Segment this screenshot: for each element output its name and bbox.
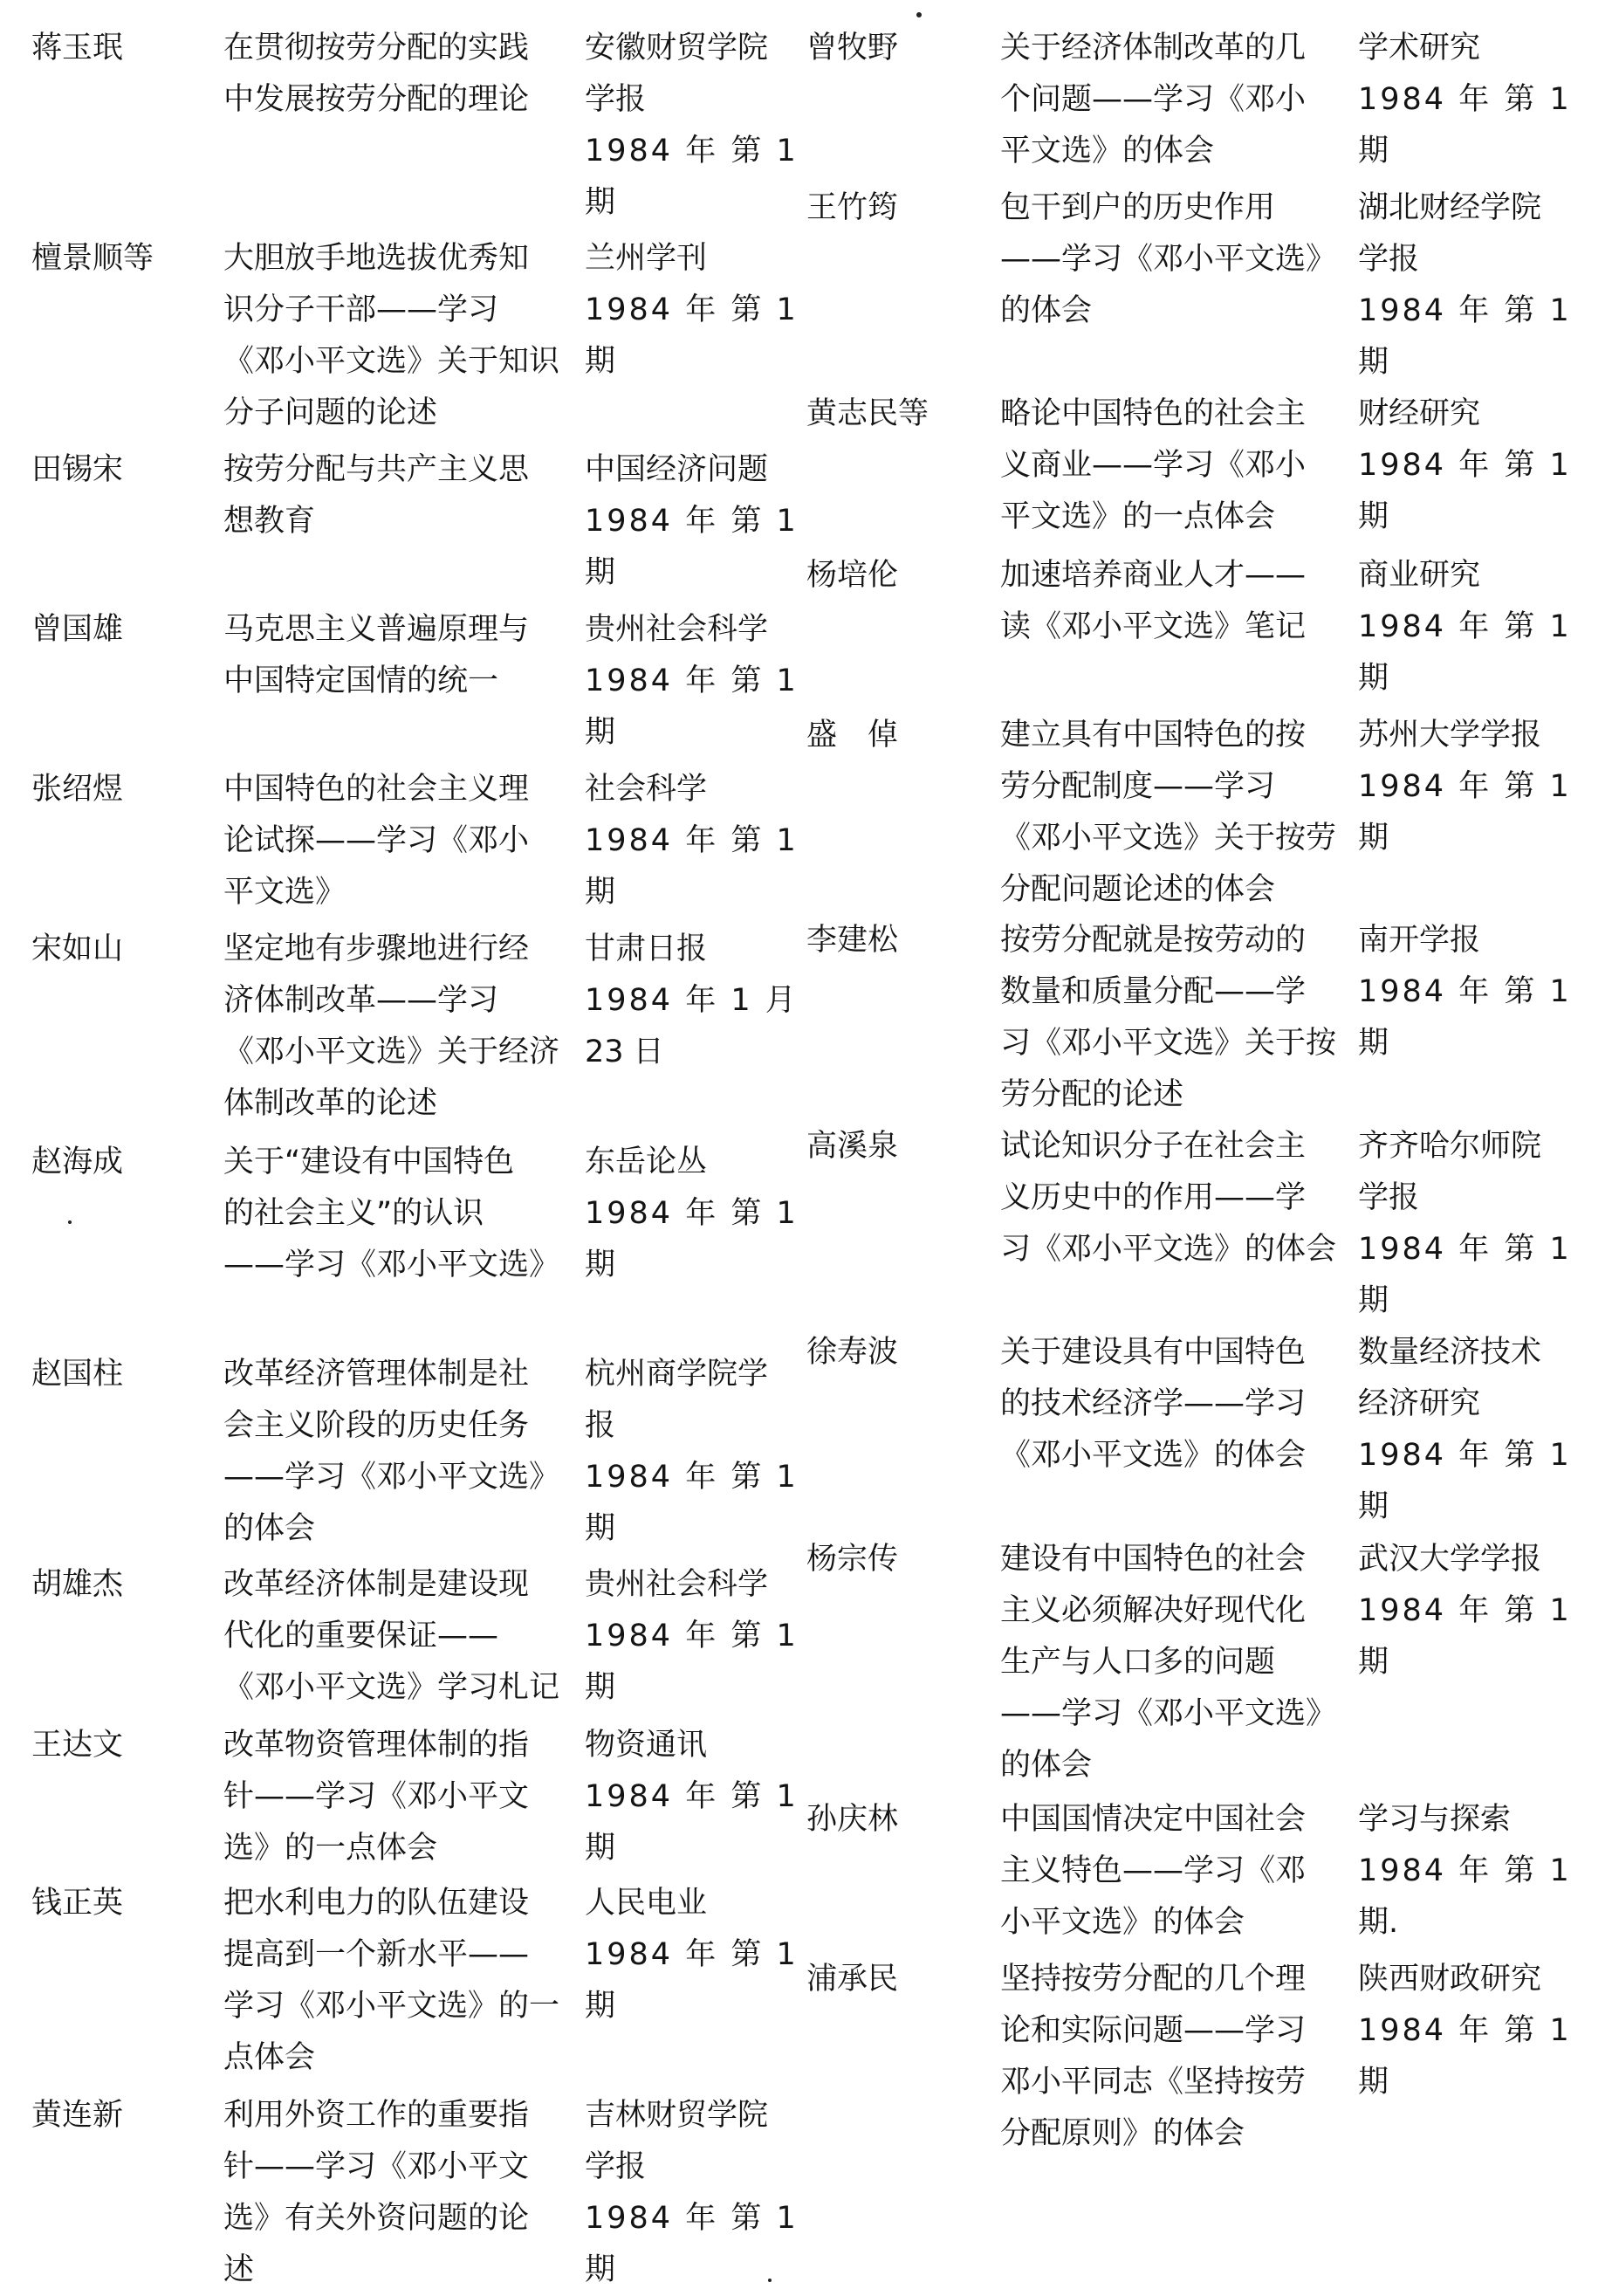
entry-source-line: 1984 年 第 1 bbox=[1358, 448, 1572, 483]
entry-source bbox=[585, 1878, 825, 2032]
entry-source bbox=[585, 924, 825, 1078]
entry-source-line: 期 bbox=[1358, 661, 1389, 696]
entry-title-line: 劳分配制度——学习 bbox=[1000, 769, 1276, 804]
entry-source-line: 1984 年 第 1 bbox=[1358, 2013, 1572, 2048]
entry-source-line: 期 bbox=[1358, 1026, 1389, 1061]
entry-title bbox=[223, 1559, 590, 1714]
entry-title-line: 习《邓小平文选》的体会 bbox=[1000, 1232, 1337, 1267]
entry-title-line: 劳分配的论述 bbox=[1000, 1077, 1184, 1112]
entry-source-line: 兰州学刊 bbox=[585, 241, 708, 276]
entry-title bbox=[223, 1137, 590, 1291]
entry-author: 黄志民等 bbox=[806, 396, 929, 431]
entry-title-line: 的技术经济学——学习 bbox=[1000, 1386, 1307, 1421]
entry-title-line: 把水利电力的队伍建设 bbox=[223, 1886, 530, 1921]
entry-title bbox=[223, 604, 590, 707]
entry-title-line: 坚定地有步骤地进行经 bbox=[223, 931, 530, 966]
entry-title bbox=[1000, 915, 1358, 1121]
entry-author: 杨宗传 bbox=[806, 1542, 899, 1577]
entry-title bbox=[1000, 182, 1358, 337]
entry-source-line: 期 bbox=[585, 1511, 616, 1546]
entry-source-line: 期 bbox=[585, 344, 616, 379]
entry-title bbox=[223, 1349, 590, 1555]
entry-title-line: 生产与人口多的问题 bbox=[1000, 1645, 1276, 1680]
entry-title-line: 体制改革的论述 bbox=[223, 1086, 438, 1121]
entry-title bbox=[1000, 23, 1358, 177]
entry-author: 檀景顺等 bbox=[31, 241, 154, 276]
entry-author: 曾牧野 bbox=[806, 31, 899, 65]
entry-title-line: 点体会 bbox=[223, 2040, 316, 2075]
entry-source-line: 贵州社会科学 bbox=[585, 1567, 769, 1602]
entry-author: 赵国柱 bbox=[31, 1357, 124, 1392]
entry-title-line: 识分子干部——学习 bbox=[223, 292, 499, 327]
entry-title-line: 按劳分配与共产主义思 bbox=[223, 452, 530, 487]
entry-source bbox=[1358, 182, 1572, 388]
entry-author: 王竹筠 bbox=[806, 190, 899, 225]
entry-title bbox=[1000, 1794, 1358, 1949]
entry-title-line: 《邓小平文选》关于按劳 bbox=[1000, 821, 1337, 856]
entry-source-line: 期 bbox=[585, 875, 616, 910]
entry-title-line: 义商业——学习《邓小 bbox=[1000, 448, 1307, 483]
entry-source-line: 期 bbox=[1358, 499, 1389, 534]
entry-title-line: 针——学习《邓小平文 bbox=[223, 1779, 530, 1814]
entry-source-line: 1984 年 第 1 bbox=[585, 1460, 799, 1495]
entry-source bbox=[1358, 388, 1572, 543]
entry-source-line: 中国经济问题 bbox=[585, 452, 769, 487]
entry-title-line: 论和实际问题——学习 bbox=[1000, 2013, 1307, 2048]
entry-source bbox=[585, 2090, 825, 2296]
entry-source-line: 1984 年 第 1 bbox=[585, 134, 799, 168]
entry-title-line: 选》的一点体会 bbox=[223, 1831, 438, 1866]
entry-title-line: 个问题——学习《邓小 bbox=[1000, 82, 1307, 117]
entry-source bbox=[585, 23, 825, 229]
entry-title-line: ——学习《邓小平文选》 bbox=[1000, 242, 1337, 277]
entry-title-line: 邓小平同志《坚持按劳 bbox=[1000, 2065, 1307, 2100]
entry-author: 曾国雄 bbox=[31, 612, 124, 647]
entry-source bbox=[1358, 1794, 1572, 1949]
entry-title-line: 关于经济体制改革的几 bbox=[1000, 31, 1307, 65]
entry-source-line: 期 bbox=[1358, 345, 1389, 380]
entry-title-line: 建设有中国特色的社会 bbox=[1000, 1542, 1307, 1577]
entry-title-line: 改革物资管理体制的指 bbox=[223, 1728, 530, 1763]
entry-author: 黄连新 bbox=[31, 2098, 124, 2133]
entry-title-line: 在贯彻按劳分配的实践 bbox=[223, 31, 530, 65]
entry-source-line: 齐齐哈尔师院 bbox=[1358, 1129, 1542, 1164]
entry-source-line: 1984 年 第 1 bbox=[585, 292, 799, 327]
entry-source-line: 1984 年 第 1 bbox=[1358, 82, 1572, 117]
print-speck bbox=[68, 1220, 72, 1224]
entry-source bbox=[1358, 915, 1572, 1069]
entry-title bbox=[1000, 550, 1358, 653]
entry-title-line: 选》有关外资问题的论 bbox=[223, 2201, 530, 2236]
entry-title-line: 关于建设具有中国特色 bbox=[1000, 1335, 1307, 1370]
entry-title bbox=[1000, 1534, 1358, 1791]
entry-title-line: 中发展按劳分配的理论 bbox=[223, 82, 530, 117]
entry-source-line: 23 日 bbox=[585, 1035, 664, 1069]
entry-source-line: 湖北财经学院 bbox=[1358, 190, 1542, 225]
entry-source-line: 期 bbox=[585, 2252, 616, 2287]
entry-author: 赵海成 bbox=[31, 1145, 124, 1179]
entry-author: 田锡宋 bbox=[31, 452, 124, 487]
entry-source-line: 数量经济技术 bbox=[1358, 1335, 1542, 1370]
entry-source-line: 东岳论丛 bbox=[585, 1145, 708, 1179]
entry-source-line: 甘肃日报 bbox=[585, 931, 708, 966]
entry-source-line: 贵州社会科学 bbox=[585, 612, 769, 647]
entry-title-line: 分子问题的论述 bbox=[223, 395, 438, 430]
entry-source-line: 期 bbox=[585, 1670, 616, 1705]
entry-author: 宋如山 bbox=[31, 931, 124, 966]
entry-source bbox=[1358, 1534, 1572, 1688]
entry-source-line: 期 bbox=[1358, 1489, 1389, 1524]
entry-author: 徐寿波 bbox=[806, 1335, 899, 1370]
entry-source-line: 学报 bbox=[585, 2149, 647, 2184]
entry-source-line: 1984 年 第 1 bbox=[585, 1937, 799, 1972]
entry-title-line: 想教育 bbox=[223, 504, 316, 539]
entry-source-line: 期 bbox=[1358, 134, 1389, 168]
entry-author: 张绍煜 bbox=[31, 772, 124, 807]
entry-title bbox=[223, 1878, 590, 2084]
entry-title bbox=[223, 2090, 590, 2296]
entry-title-line: 的体会 bbox=[223, 1511, 316, 1546]
entry-title-line: 关于“建设有中国特色 bbox=[223, 1145, 515, 1179]
entry-source bbox=[585, 444, 825, 599]
entry-source bbox=[585, 604, 825, 759]
entry-title-line: 的体会 bbox=[1000, 1748, 1093, 1783]
entry-title-line: 大胆放手地选拔优秀知 bbox=[223, 241, 530, 276]
entry-title-line: 加速培养商业人才—— bbox=[1000, 558, 1307, 593]
entry-title-line: 试论知识分子在社会主 bbox=[1000, 1129, 1307, 1164]
print-speck bbox=[916, 12, 922, 17]
entry-title-line: 略论中国特色的社会主 bbox=[1000, 396, 1307, 431]
entry-title-line: 济体制改革——学习 bbox=[223, 983, 499, 1018]
entry-title bbox=[223, 233, 590, 439]
entry-author: 孙庆林 bbox=[806, 1802, 899, 1837]
entry-author: 李建松 bbox=[806, 923, 899, 958]
entry-source bbox=[1358, 710, 1572, 864]
entry-source-line: 1984 年 第 1 bbox=[1358, 609, 1572, 644]
entry-title-line: 的社会主义”的认识 bbox=[223, 1196, 484, 1231]
entry-source bbox=[1358, 1327, 1572, 1533]
entry-source-line: 1984 年 第 1 bbox=[585, 1619, 799, 1653]
entry-source-line: 1984 年 第 1 bbox=[1358, 1593, 1572, 1628]
entry-title-line: 包干到户的历史作用 bbox=[1000, 190, 1276, 225]
entry-title-line: 分配原则》的体会 bbox=[1000, 2116, 1245, 2151]
entry-title bbox=[223, 1720, 590, 1874]
entry-author: 杨培伦 bbox=[806, 558, 899, 593]
entry-author: 胡雄杰 bbox=[31, 1567, 124, 1602]
entry-title-line: 《邓小平文选》的体会 bbox=[1000, 1438, 1307, 1473]
entry-source-line: 苏州大学学报 bbox=[1358, 718, 1542, 753]
entry-source-line: 1984 年 第 1 bbox=[1358, 1438, 1572, 1473]
entry-title-line: 平文选》的体会 bbox=[1000, 134, 1215, 168]
entry-author: 蒋玉珉 bbox=[31, 31, 124, 65]
entry-source bbox=[585, 1559, 825, 1714]
entry-title-line: 的体会 bbox=[1000, 293, 1093, 328]
entry-source-line: 南开学报 bbox=[1358, 923, 1481, 958]
entry-title-line: ——学习《邓小平文选》 bbox=[1000, 1696, 1337, 1731]
entry-title-line: 建立具有中国特色的按 bbox=[1000, 718, 1307, 753]
entry-source-line: 社会科学 bbox=[585, 772, 708, 807]
entry-source-line: 陕西财政研究 bbox=[1358, 1962, 1542, 1997]
entry-author: 浦承民 bbox=[806, 1962, 899, 1997]
entry-title-line: 《邓小平文选》学习札记 bbox=[223, 1670, 560, 1705]
entry-source-line: 财经研究 bbox=[1358, 396, 1481, 431]
entry-title-line: 改革经济管理体制是社 bbox=[223, 1357, 530, 1392]
entry-source bbox=[1358, 1954, 1572, 2108]
entry-source-line: 期 bbox=[585, 185, 616, 220]
entry-source-line: 吉林财贸学院 bbox=[585, 2098, 769, 2133]
entry-source-line: 安徽财贸学院 bbox=[585, 31, 769, 65]
entry-title-line: 改革经济体制是建设现 bbox=[223, 1567, 530, 1602]
entry-source-line: 学报 bbox=[1358, 1180, 1420, 1215]
entry-title-line: 马克思主义普遍原理与 bbox=[223, 612, 530, 647]
entry-title-line: 述 bbox=[223, 2252, 255, 2287]
entry-source-line: 期. bbox=[1358, 1905, 1399, 1940]
entry-title-line: ——学习《邓小平文选》 bbox=[223, 1460, 560, 1495]
entry-author: 王达文 bbox=[31, 1728, 124, 1763]
entry-title-line: 学习《邓小平文选》的一 bbox=[223, 1989, 560, 2024]
entry-title-line: 平文选》 bbox=[223, 875, 346, 910]
entry-title-line: 《邓小平文选》关于知识 bbox=[223, 344, 560, 379]
entry-source-line: 学术研究 bbox=[1358, 31, 1481, 65]
entry-title-line: 习《邓小平文选》关于按 bbox=[1000, 1026, 1337, 1061]
entry-source-line: 1984 年 第 1 bbox=[1358, 1853, 1572, 1888]
entry-title bbox=[1000, 710, 1358, 916]
entry-source bbox=[585, 1349, 825, 1555]
entry-source-line: 1984 年 第 1 bbox=[585, 1779, 799, 1814]
entry-source-line: 期 bbox=[585, 1831, 616, 1866]
entry-source bbox=[585, 1137, 825, 1291]
entry-source-line: 期 bbox=[585, 1989, 616, 2024]
entry-source-line: 杭州商学院学 bbox=[585, 1357, 769, 1392]
entry-source bbox=[1358, 23, 1572, 177]
entry-title-line: 中国特色的社会主义理 bbox=[223, 772, 530, 807]
entry-source-line: 期 bbox=[1358, 1283, 1389, 1318]
entry-source-line: 1984 年 第 1 bbox=[585, 504, 799, 539]
entry-source-line: 学报 bbox=[585, 82, 647, 117]
entry-title-line: 小平文选》的体会 bbox=[1000, 1905, 1245, 1940]
entry-source bbox=[585, 1720, 825, 1874]
entry-title bbox=[1000, 1954, 1358, 2160]
entry-title-line: 利用外资工作的重要指 bbox=[223, 2098, 530, 2133]
entry-source-line: 1984 年 第 1 bbox=[1358, 974, 1572, 1009]
entry-title bbox=[1000, 388, 1358, 543]
entry-source-line: 报 bbox=[585, 1408, 616, 1443]
entry-author: 钱正英 bbox=[31, 1886, 124, 1921]
entry-title-line: 会主义阶段的历史任务 bbox=[223, 1408, 530, 1443]
entry-source-line: 人民电业 bbox=[585, 1886, 708, 1921]
entry-author: 高溪泉 bbox=[806, 1129, 899, 1164]
entry-source-line: 1984 年 第 1 bbox=[585, 823, 799, 858]
entry-title bbox=[223, 924, 590, 1130]
entry-title bbox=[223, 764, 590, 918]
entry-source-line: 1984 年 第 1 bbox=[585, 663, 799, 698]
print-speck bbox=[768, 2279, 772, 2282]
entry-title-line: 义历史中的作用——学 bbox=[1000, 1180, 1307, 1215]
entry-title-line: 分配问题论述的体会 bbox=[1000, 872, 1276, 907]
entry-source-line: 学习与探索 bbox=[1358, 1802, 1512, 1837]
entry-source bbox=[585, 764, 825, 918]
entry-title bbox=[223, 444, 590, 547]
entry-author: 盛 倬 bbox=[806, 718, 899, 753]
entry-title bbox=[223, 23, 590, 126]
entry-source bbox=[1358, 1121, 1572, 1327]
entry-source-line: 经济研究 bbox=[1358, 1386, 1481, 1421]
entry-title-line: 代化的重要保证—— bbox=[223, 1619, 499, 1653]
entry-title-line: 提高到一个新水平—— bbox=[223, 1937, 530, 1972]
entry-source-line: 1984 年 1 月 bbox=[585, 983, 799, 1018]
entry-source-line: 期 bbox=[1358, 2065, 1389, 2100]
entry-title-line: 针——学习《邓小平文 bbox=[223, 2149, 530, 2184]
entry-source-line: 1984 年 第 1 bbox=[585, 2201, 799, 2236]
entry-source-line: 期 bbox=[585, 555, 616, 590]
entry-source-line: 武汉大学学报 bbox=[1358, 1542, 1542, 1577]
entry-title bbox=[1000, 1121, 1358, 1275]
entry-title-line: 平文选》的一点体会 bbox=[1000, 499, 1276, 534]
entry-source-line: 1984 年 第 1 bbox=[1358, 769, 1572, 804]
entry-source-line: 物资通讯 bbox=[585, 1728, 708, 1763]
entry-title-line: 数量和质量分配——学 bbox=[1000, 974, 1307, 1009]
entry-title-line: 论试探——学习《邓小 bbox=[223, 823, 530, 858]
entry-source-line: 期 bbox=[1358, 1645, 1389, 1680]
entry-title-line: 按劳分配就是按劳动的 bbox=[1000, 923, 1307, 958]
entry-title-line: 坚持按劳分配的几个理 bbox=[1000, 1962, 1307, 1997]
entry-title-line: 读《邓小平文选》笔记 bbox=[1000, 609, 1307, 644]
entry-source bbox=[585, 233, 825, 388]
entry-title-line: 中国特定国情的统一 bbox=[223, 663, 499, 698]
entry-source-line: 商业研究 bbox=[1358, 558, 1481, 593]
entry-title-line: ——学习《邓小平文选》 bbox=[223, 1248, 560, 1282]
entry-source-line: 1984 年 第 1 bbox=[1358, 1232, 1572, 1267]
entry-title-line: 主义必须解决好现代化 bbox=[1000, 1593, 1307, 1628]
entry-title-line: 中国国情决定中国社会 bbox=[1000, 1802, 1307, 1837]
entry-source bbox=[1358, 550, 1572, 705]
entry-source-line: 期 bbox=[1358, 821, 1389, 856]
entry-title-line: 《邓小平文选》关于经济 bbox=[223, 1035, 560, 1069]
entry-title-line: 主义特色——学习《邓 bbox=[1000, 1853, 1307, 1888]
entry-source-line: 1984 年 第 1 bbox=[585, 1196, 799, 1231]
entry-source-line: 期 bbox=[585, 1248, 616, 1282]
entry-source-line: 期 bbox=[585, 715, 616, 750]
entry-source-line: 1984 年 第 1 bbox=[1358, 293, 1572, 328]
entry-source-line: 学报 bbox=[1358, 242, 1420, 277]
entry-title bbox=[1000, 1327, 1358, 1481]
